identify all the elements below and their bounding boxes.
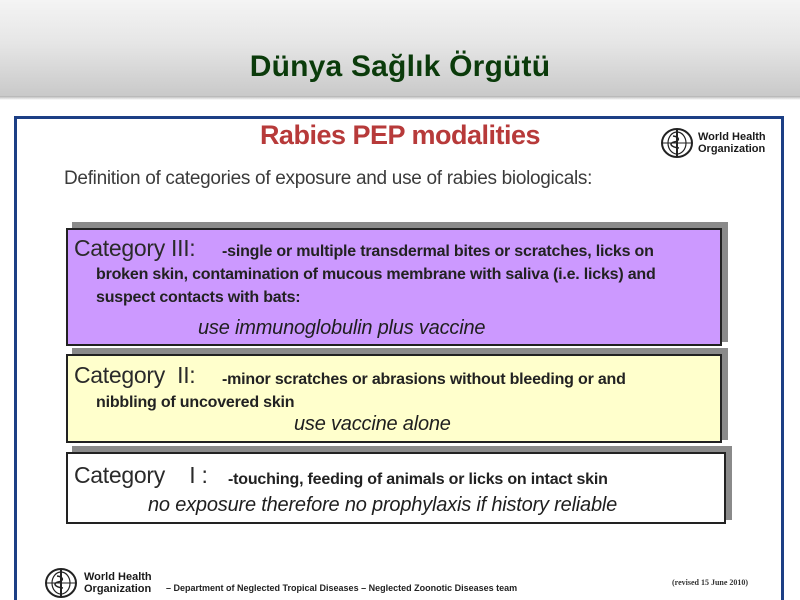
who-emblem-icon xyxy=(42,567,80,599)
who-emblem-icon xyxy=(660,127,694,159)
category-3-desc-line3: suspect contacts with bats: xyxy=(96,289,301,306)
page-title: Dünya Sağlık Örgütü xyxy=(249,50,551,83)
category-2-desc-line2: nibbling of uncovered skin xyxy=(96,394,295,411)
who-logo-footer xyxy=(42,567,152,599)
footer-department: – Department of Neglected Tropical Diseases – Neglected Zoonotic Diseases team xyxy=(166,583,518,593)
who-logo-text: World Health Organization xyxy=(698,131,766,155)
footer-revised: (revised 15 June 2010) xyxy=(672,578,749,587)
category-1-desc-line1: -touching, feeding of animals or licks on intact skin xyxy=(228,471,608,488)
category-2-action: use vaccine alone xyxy=(294,413,451,435)
category-2-heading: Category II: xyxy=(74,362,196,388)
category-3-desc-line2: broken skin, contamination of mucous membrane with saliva (i.e. licks) and xyxy=(96,266,656,283)
who-logo-top xyxy=(660,127,766,159)
slide-title: Rabies PEP modalities xyxy=(259,120,541,150)
category-3-desc-line1: -single or multiple transdermal bites or scratches, licks on xyxy=(222,243,654,260)
category-2-desc-line1: -minor scratches or abrasions without bleeding or and xyxy=(222,371,626,388)
category-3-action: use immunoglobulin plus vaccine xyxy=(198,317,486,339)
category-3-heading: Category III: xyxy=(74,235,196,261)
header-divider xyxy=(0,96,800,100)
who-footer-text: World Health Organization xyxy=(84,571,152,595)
category-1-heading: Category I : xyxy=(74,462,208,488)
category-1-action: no exposure therefore no prophylaxis if history reliable xyxy=(148,494,618,516)
definition-text: Definition of categories of exposure and use of rabies biologicals: xyxy=(64,168,593,189)
